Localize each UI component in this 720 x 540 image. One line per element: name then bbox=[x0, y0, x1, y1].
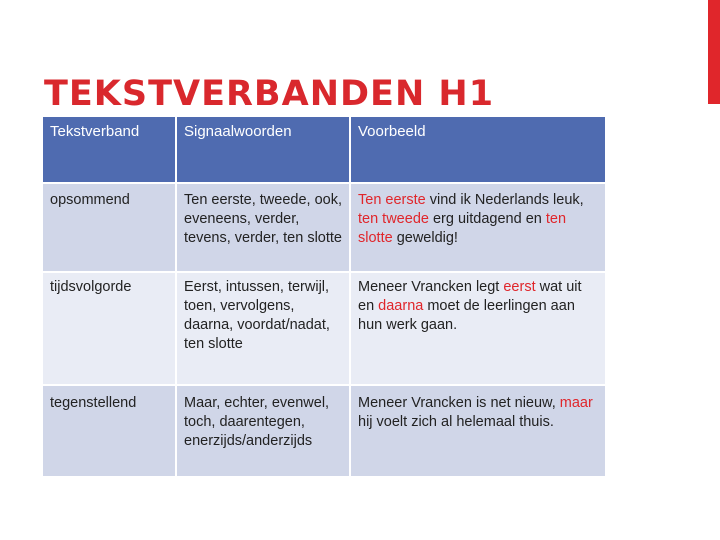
header-signaalwoorden: Signaalwoorden bbox=[177, 117, 351, 184]
cell-signals: Eerst, intussen, terwijl, toen, vervolgens, daarna, voordat/nadat, ten slotte bbox=[177, 273, 351, 386]
example-segment: ten slotte bbox=[358, 211, 567, 246]
example-segment: maar bbox=[559, 395, 593, 411]
example-segment: ten tweede bbox=[358, 211, 429, 227]
example-segment: Meneer Vrancken is net nieuw, bbox=[358, 395, 560, 411]
cell-signals: Maar, echter, evenwel, toch, daarentegen, enerzijds/anderzijds bbox=[177, 386, 351, 478]
example-segment: wat uit en bbox=[358, 279, 582, 314]
example-segment: hij voelt zich al helemaal thuis. bbox=[358, 414, 554, 430]
example-segment: vind ik Nederlands leuk, bbox=[425, 192, 584, 208]
cell-type: opsommend bbox=[43, 184, 177, 273]
slide-title: TEKSTVERBANDEN H1 bbox=[44, 74, 495, 114]
cell-example bbox=[351, 273, 605, 386]
table-row bbox=[43, 184, 605, 273]
table-header-row bbox=[43, 117, 605, 184]
cell-example bbox=[351, 386, 605, 478]
accent-bar bbox=[708, 0, 720, 104]
cell-signals: Ten eerste, tweede, ook, eveneens, verder, tevens, verder, ten slotte bbox=[177, 184, 351, 273]
example-segment: moet de leerlingen aan hun werk gaan. bbox=[358, 298, 575, 333]
example-segment: erg uitdagend en bbox=[428, 211, 546, 227]
example-segment: daarna bbox=[378, 298, 424, 314]
table-row bbox=[43, 386, 605, 478]
cell-type: tegenstellend bbox=[43, 386, 177, 478]
table-row bbox=[43, 273, 605, 386]
header-voorbeeld: Voorbeeld bbox=[351, 117, 605, 184]
example-segment: Meneer Vrancken legt bbox=[358, 279, 504, 295]
example-segment: Ten eerste bbox=[358, 192, 426, 208]
example-segment: geweldig! bbox=[392, 230, 458, 246]
cell-type: tijdsvolgorde bbox=[43, 273, 177, 386]
cell-example bbox=[351, 184, 605, 273]
tekstverbanden-table bbox=[43, 117, 605, 478]
example-segment: eerst bbox=[503, 279, 536, 295]
header-tekstverband: Tekstverband bbox=[43, 117, 177, 184]
